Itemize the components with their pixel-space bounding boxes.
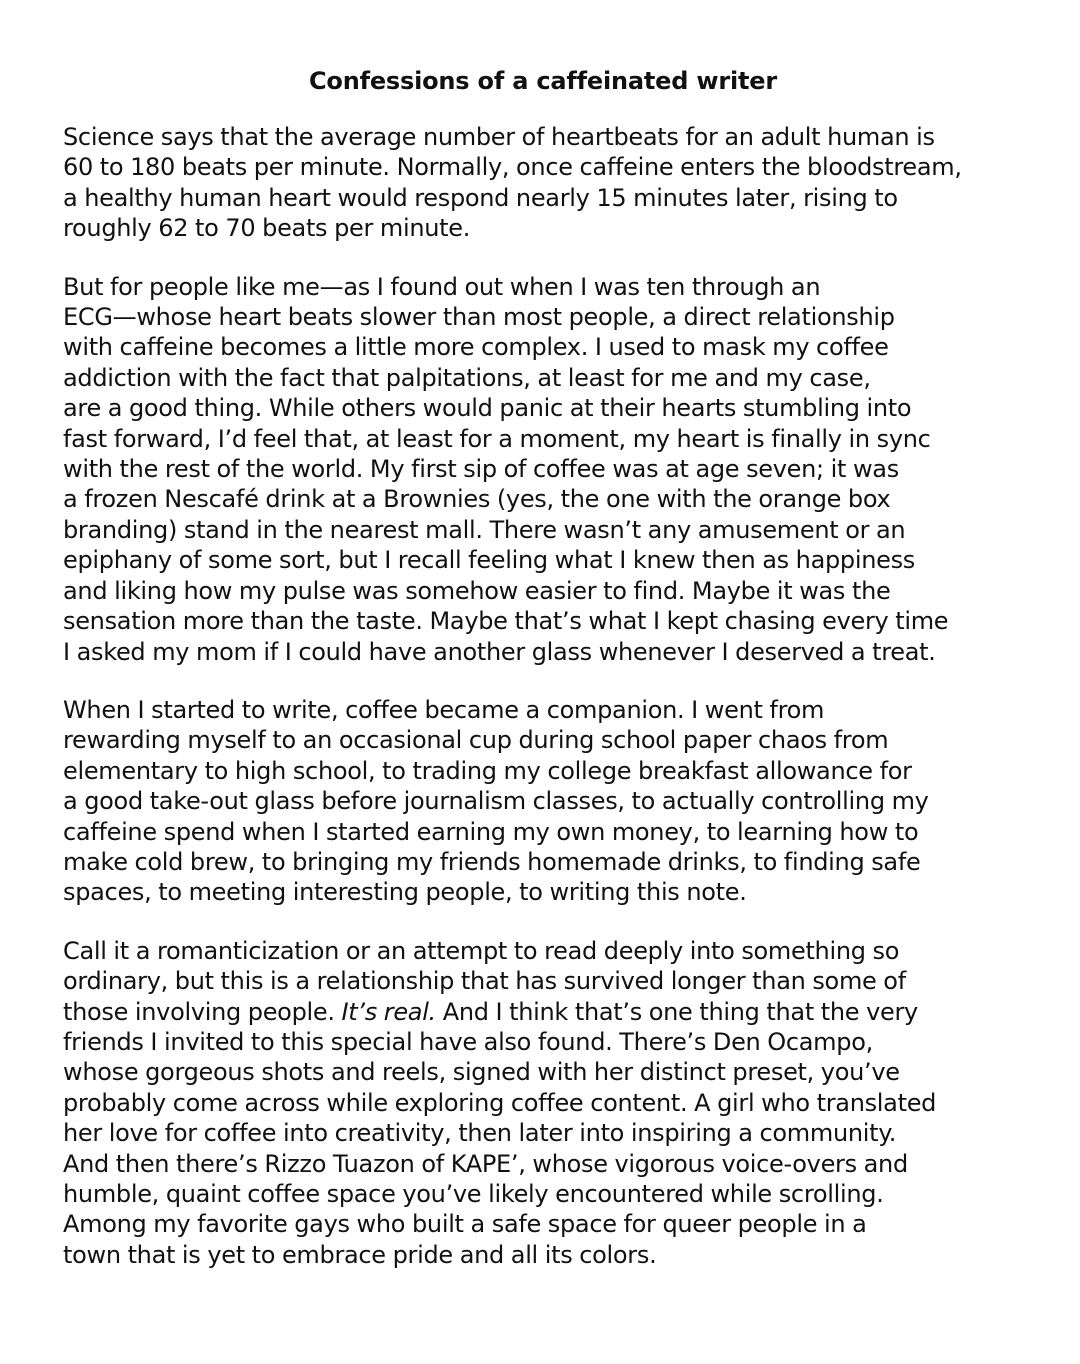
text-line: a good take-out glass before journalism classes, to actually controlling my — [63, 787, 929, 816]
text-line: caffeine spend when I started earning my own money, to learning how to — [63, 817, 919, 846]
text-line: Science says that the average number of heartbeats for an adult human is — [63, 123, 935, 151]
text-line: humble, quaint coffee space you’ve likely encountered while scrolling. — [63, 1180, 884, 1208]
text-line: a frozen Nescafé drink at a Brownies (yes, the one with the orange box — [63, 485, 891, 514]
text-line: friends I invited to this special have also found. There’s Den Ocampo, — [63, 1027, 873, 1056]
document-title: Confessions of a caffeinated writer — [309, 67, 777, 95]
paragraph-3 — [63, 695, 1023, 908]
text-line: epiphany of some sort, but I recall feeling what I knew then as happiness — [63, 546, 915, 575]
text-line: her love for coffee into creativity, then later into inspiring a community. — [63, 1119, 897, 1148]
text-line: roughly 62 to 70 beats per minute. — [63, 214, 471, 243]
text-line: addiction with the fact that palpitations, at least for me and my case, — [63, 363, 871, 392]
text-line: are a good thing. While others would panic at their hearts stumbling into — [63, 394, 912, 423]
line-segment: And I think that’s one thing that the very — [435, 997, 918, 1026]
text-line: a healthy human heart would respond nearly 15 minutes later, rising to — [63, 183, 898, 212]
text-line: ECG—whose heart beats slower than most people, a direct relationship — [63, 303, 895, 332]
text-line: elementary to high school, to trading my college breakfast allowance for — [63, 756, 912, 785]
paragraph-1 — [63, 122, 1023, 244]
text-line: Call it a romanticization or an attempt to read deeply into something so — [63, 936, 900, 965]
text-line: branding) stand in the nearest mall. There wasn’t any amusement or an — [63, 515, 906, 544]
text-line: ordinary, but this is a relationship that has survived longer than some of — [63, 967, 906, 996]
text-line-with-emphasis — [63, 997, 1023, 1027]
text-line: with caffeine becomes a little more complex. I used to mask my coffee — [63, 333, 889, 362]
text-line: town that is yet to embrace pride and all its colors. — [63, 1240, 657, 1269]
document-page — [63, 64, 1023, 1298]
text-line: and liking how my pulse was somehow easier to find. Maybe it was the — [63, 576, 891, 605]
text-line: make cold brew, to bringing my friends homemade drinks, to finding safe — [63, 847, 921, 876]
text-line: But for people like me—as I found out when I was ten through an — [63, 272, 821, 301]
text-line: fast forward, I’d feel that, at least for a moment, my heart is finally in sync — [63, 424, 931, 453]
text-line: 60 to 180 beats per minute. Normally, once caffeine enters the bloodstream, — [63, 153, 962, 182]
text-line: with the rest of the world. My first sip of coffee was at age seven; it was — [63, 455, 899, 484]
text-line: whose gorgeous shots and reels, signed with her distinct preset, you’ve — [63, 1058, 900, 1087]
text-line: rewarding myself to an occasional cup during school paper chaos from — [63, 726, 889, 755]
italic-emphasis: It’s real. — [341, 997, 436, 1026]
text-line: probably come across while exploring coffee content. A girl who translated — [63, 1088, 937, 1117]
text-line: When I started to write, coffee became a companion. I went from — [63, 695, 825, 724]
paragraph-4 — [63, 936, 1023, 1270]
line-segment: those involving people. — [63, 997, 342, 1026]
text-line: spaces, to meeting interesting people, to writing this note. — [63, 878, 747, 907]
paragraph-2 — [63, 272, 1023, 667]
text-line: I asked my mom if I could have another glass whenever I deserved a treat. — [63, 637, 936, 666]
text-line: sensation more than the taste. Maybe that’s what I kept chasing every time — [63, 607, 949, 636]
text-line: And then there’s Rizzo Tuazon of KAPE’, whose vigorous voice-overs and — [63, 1149, 908, 1178]
text-line: Among my favorite gays who built a safe space for queer people in a — [63, 1210, 867, 1239]
